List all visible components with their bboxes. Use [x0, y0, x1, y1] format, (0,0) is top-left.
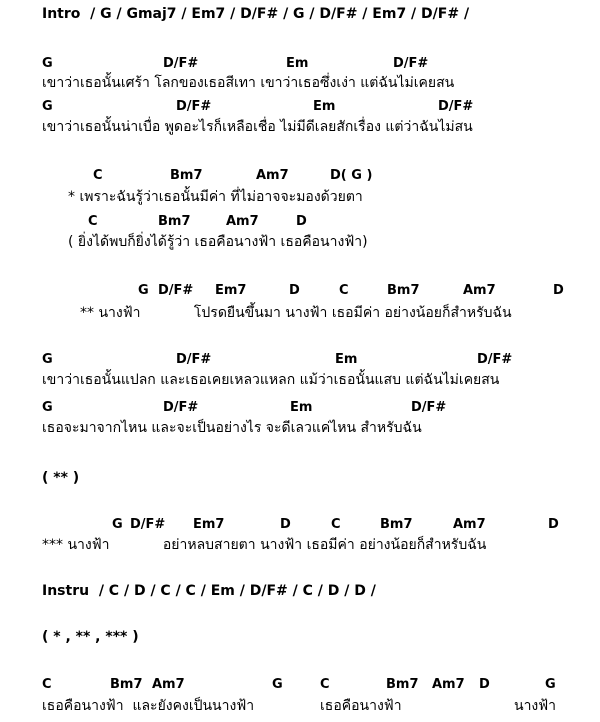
lyric-line: เขาว่าเธอนั้นน่าเบื่อ พูดอะไรก็เหลือเชื่อ ไม่มีดีเลยสักเรื่อง แต่ว่าฉันไม่สน — [42, 119, 473, 135]
lyric-line: เขาว่าเธอนั้นแปลก และเธอเคยเหลวแหลก แม้ว่าเธอนั้นแสบ แต่ฉันไม่เคยสน — [42, 372, 500, 388]
chord: C — [93, 168, 103, 183]
chord: C — [339, 283, 349, 298]
chord: C — [320, 677, 330, 692]
chord: Am7 — [463, 283, 496, 298]
chord: D/F# — [176, 352, 212, 367]
chord: Am7 — [226, 214, 259, 229]
lyric-line: นางฟ้า — [514, 698, 557, 714]
chord: Em — [313, 99, 336, 114]
chord: Am7 — [453, 517, 486, 532]
chord: C — [331, 517, 341, 532]
chord: G — [42, 352, 53, 367]
lyric-line: เธอคือนางฟ้า และยังคงเป็นนางฟ้า — [42, 698, 255, 714]
chord: D/F# — [438, 99, 474, 114]
chord: D/F# — [158, 283, 194, 298]
lyric-line: * เพราะฉันรู้ว่าเธอนั้นมีค่า ที่ไม่อาจจะมองด้วยตา — [68, 189, 363, 205]
chord: Am7 — [152, 677, 185, 692]
chord: C — [42, 677, 52, 692]
chord: Am7 — [256, 168, 289, 183]
lyric-line: ** นางฟ้า โปรดยืนขึ้นมา นางฟ้า เธอมีค่า อย่างน้อยก็สำหรับฉัน — [80, 305, 512, 321]
chord: D/F# — [130, 517, 166, 532]
chord: D( G ) — [330, 168, 373, 183]
intro-progression: Intro / G / Gmaj7 / Em7 / D/F# / G / D/F# / Em7 / D/F# / — [42, 6, 470, 22]
chord: G — [138, 283, 149, 298]
chord: C — [88, 214, 98, 229]
chord: Bm7 — [110, 677, 143, 692]
chord: Em7 — [193, 517, 225, 532]
lyric-line: เขาว่าเธอนั้นเศร้า โลกของเธอสีเทา เขาว่าเธอซึ่งเง่า แต่ฉันไม่เคยสน — [42, 75, 455, 91]
chord: G — [42, 99, 53, 114]
chord: D — [280, 517, 291, 532]
repeat-marker: ( * , ** , *** ) — [42, 629, 139, 645]
chord: Bm7 — [380, 517, 413, 532]
chord: G — [42, 400, 53, 415]
chord: Bm7 — [170, 168, 203, 183]
chord: D — [289, 283, 300, 298]
chord: G — [42, 56, 53, 71]
chord: Bm7 — [387, 283, 420, 298]
chord: Em — [290, 400, 313, 415]
chord: Em — [335, 352, 358, 367]
chord: D — [479, 677, 490, 692]
chord: D — [548, 517, 559, 532]
chord: D — [553, 283, 564, 298]
chord: D/F# — [163, 400, 199, 415]
lyric-line: เธอคือนางฟ้า — [320, 698, 402, 714]
lyric-line: เธอจะมาจากไหน และจะเป็นอย่างไร จะดีเลวแค่ไหน สำหรับฉัน — [42, 420, 422, 436]
chord: D/F# — [393, 56, 429, 71]
chord: G — [272, 677, 283, 692]
chord: D — [296, 214, 307, 229]
chord: Bm7 — [386, 677, 419, 692]
chord: D/F# — [411, 400, 447, 415]
chord: G — [112, 517, 123, 532]
chord: D/F# — [176, 99, 212, 114]
lyric-line: *** นางฟ้า อย่าหลบสายตา นางฟ้า เธอมีค่า อย่างน้อยก็สำหรับฉัน — [42, 537, 487, 553]
instrumental-progression: Instru / C / D / C / C / Em / D/F# / C / D / D / — [42, 583, 376, 599]
chord: Em7 — [215, 283, 247, 298]
chord: D/F# — [477, 352, 513, 367]
lyric-line: ( ยิ่งได้พบก็ยิ่งได้รู้ว่า เธอคือนางฟ้า เธอคือนางฟ้า) — [68, 234, 368, 250]
chord: Em — [286, 56, 309, 71]
repeat-marker: ( ** ) — [42, 470, 80, 486]
chord: D/F# — [163, 56, 199, 71]
chord: Bm7 — [158, 214, 191, 229]
chord: G — [545, 677, 556, 692]
chord: Am7 — [432, 677, 465, 692]
